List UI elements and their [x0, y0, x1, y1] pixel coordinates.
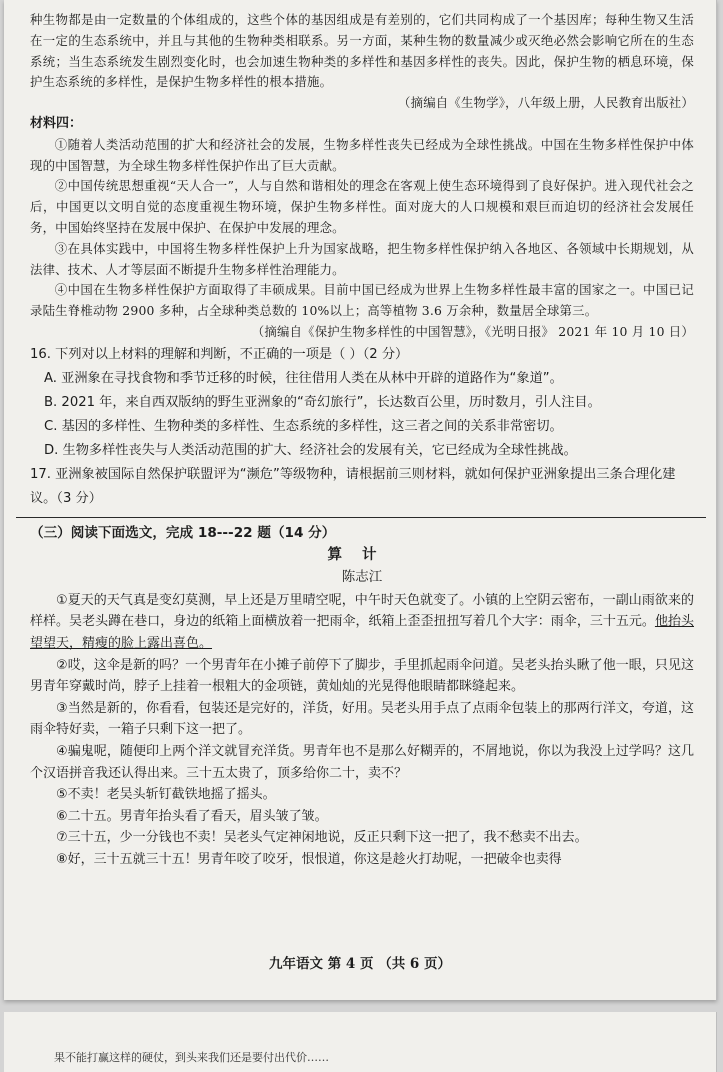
material-3-tail — [30, 10, 694, 114]
section-divider — [16, 517, 706, 518]
question-16 — [30, 343, 694, 463]
story-author: 陈志江 — [341, 568, 383, 585]
question-stem: 16. 下列对以上材料的理解和判断，不正确的一项是（ ）（2 分） — [30, 346, 409, 362]
story-paragraph: ⑥二十五。男青年抬头看了看天，眉头皱了皱。 — [56, 808, 328, 824]
story-paragraph: ③当然是新的，你看看，包装还是完好的，洋货，好用。吴老头用手点了点雨伞包装上的那两行洋文，夸道，这雨伞特好卖，一箱子只剩下这一把了。 — [30, 700, 694, 738]
page-footer: 九年语文 第 4 页 （共 6 页） — [269, 956, 451, 972]
exam-page — [4, 0, 717, 1000]
paragraph: ④中国在生物多样性保护方面取得了丰硕成果。目前中国已经成为世界上生物多样性最丰富的国家之一。中国已记录陆生脊椎动物 2900 多种，占全球种类总数的 10%以上；高等植物 3.6 万余种，数量居全球第三。 — [30, 282, 694, 319]
story-paragraph: ⑧好，三十五就三十五！男青年咬了咬牙，恨恨道，你这是趁火打劫呢，一把破伞也卖得 — [56, 851, 562, 867]
material-4 — [30, 135, 694, 343]
paragraph: ③在具体实践中，中国将生物多样性保护上升为国家战略，把生物多样性保护纳入各地区、各领域中长期规划，从法律、技术、人才等层面不断提升生物多样性治理能力。 — [30, 240, 694, 277]
option-b: B. 2021 年，来自西双版纳的野生亚洲象的“奇幻旅行”，长达数百公里，历时数月，引人注目。 — [44, 394, 601, 410]
next-page-text: 果不能打赢这样的硬仗，到头来我们还是要付出代价…… — [54, 1051, 329, 1064]
option-a: A. 亚洲象在寻找食物和季节迁移的时候，往往借用人类在从林中开辟的道路作为“象道”。 — [44, 370, 563, 386]
story-paragraph — [30, 590, 694, 655]
story-paragraph: ⑤不卖！老吴头斩钉截铁地摇了摇头。 — [56, 787, 276, 803]
material-4-heading: 材料四： — [30, 115, 83, 131]
story-paragraph: ⑦三十五，少一分钱也不卖！吴老头气定神闲地说，反正只剩下这一把了，我不愁卖不出去。 — [56, 830, 588, 846]
option-c: C. 基因的多样性、生物种类的多样性、生态系统的多样性，这三者之间的关系非常密切。 — [44, 418, 563, 434]
paragraph: ②中国传统思想重视“天人合一”，人与自然和谐相处的理念在客观上使生态环境得到了良好保护。进入现代社会之后，中国更以文明自觉的态度重视生物环境，保护生物多样性。面对庞大的人口规模和艰巨而迫切的经济社会发展任务，中国始终坚持在发展中保护、在保护中发展的理念。 — [30, 178, 694, 235]
source-citation: （摘编自《保护生物多样性的中国智慧》，《光明日报》 2021 年 10 月 10 日） — [251, 323, 694, 339]
story-paragraph: ④骗鬼呢，随便印上两个洋文就冒充洋货。男青年也不是那么好糊弄的，不屑地说，你以为我没上过学吗？这几个汉语拼音我还认得出来。三十五太贵了，顶多给你二十，卖不？ — [30, 743, 694, 781]
paragraph: 种生物都是由一定数量的个体组成的，这些个体的基因组成是有差别的，它们共同构成了一个基因库；每种生物又生活在一定的生态系统中，并且与其他的生物种类相联系。另一方面，某种生物的数量减少或灭绝必然会影响它所在的生态系统；当生态系统发生剧烈变化时，也会加速生物种类的多样性和基因多样性的丧失。因此，保护生物的栖息环境，保护生态系统的多样性，是保护生物多样性的根本措施。 — [30, 12, 694, 90]
next-page-edge — [4, 1012, 717, 1072]
story-title: 算计 — [327, 545, 397, 563]
underlined-sentence: 他抬头望望天，精瘦的脸上露出喜色。 — [30, 614, 694, 651]
question-17: 17. 亚洲象被国际自然保护联盟评为“濒危”等级物种，请根据前三则材料，就如何保护亚洲象提出三条合理化建议。（3 分） — [30, 466, 676, 506]
story-text — [30, 590, 694, 871]
story-paragraph: ②哎，这伞是新的吗？一个男青年在小摊子前停下了脚步，手里抓起雨伞问道。吴老头抬头瞅了他一眼，只见这男青年穿戴时尚，脖子上挂着一根粗大的金项链，黄灿灿的光晃得他眼睛都眯缝起来。 — [30, 657, 694, 695]
option-d: D. 生物多样性丧失与人类活动范围的扩大、经济社会的发展有关，它已经成为全球性挑战。 — [44, 442, 577, 458]
page-content — [30, 10, 694, 870]
story-sentence: ①夏天的天气真是变幻莫测，早上还是万里晴空呢，中午时天色就变了。小镇的上空阴云密布，一副山雨欲来的样样。吴老头蹲在巷口，身边的纸箱上面横放着一把雨伞，纸箱上歪歪扭扭写着几个大字：雨伞，三十五元。 — [30, 592, 694, 630]
source-citation: （摘编自《生物学》，八年级上册，人民教育出版社） — [398, 95, 694, 111]
paragraph: ①随着人类活动范围的扩大和经济社会的发展，生物多样性丧失已经成为全球性挑战。中国在生物多样性保护中体现的中国智慧，为全球生物多样性保护作出了巨大贡献。 — [30, 136, 694, 173]
section-heading: （三）阅读下面选文，完成 18---22 题（14 分） — [30, 524, 336, 541]
